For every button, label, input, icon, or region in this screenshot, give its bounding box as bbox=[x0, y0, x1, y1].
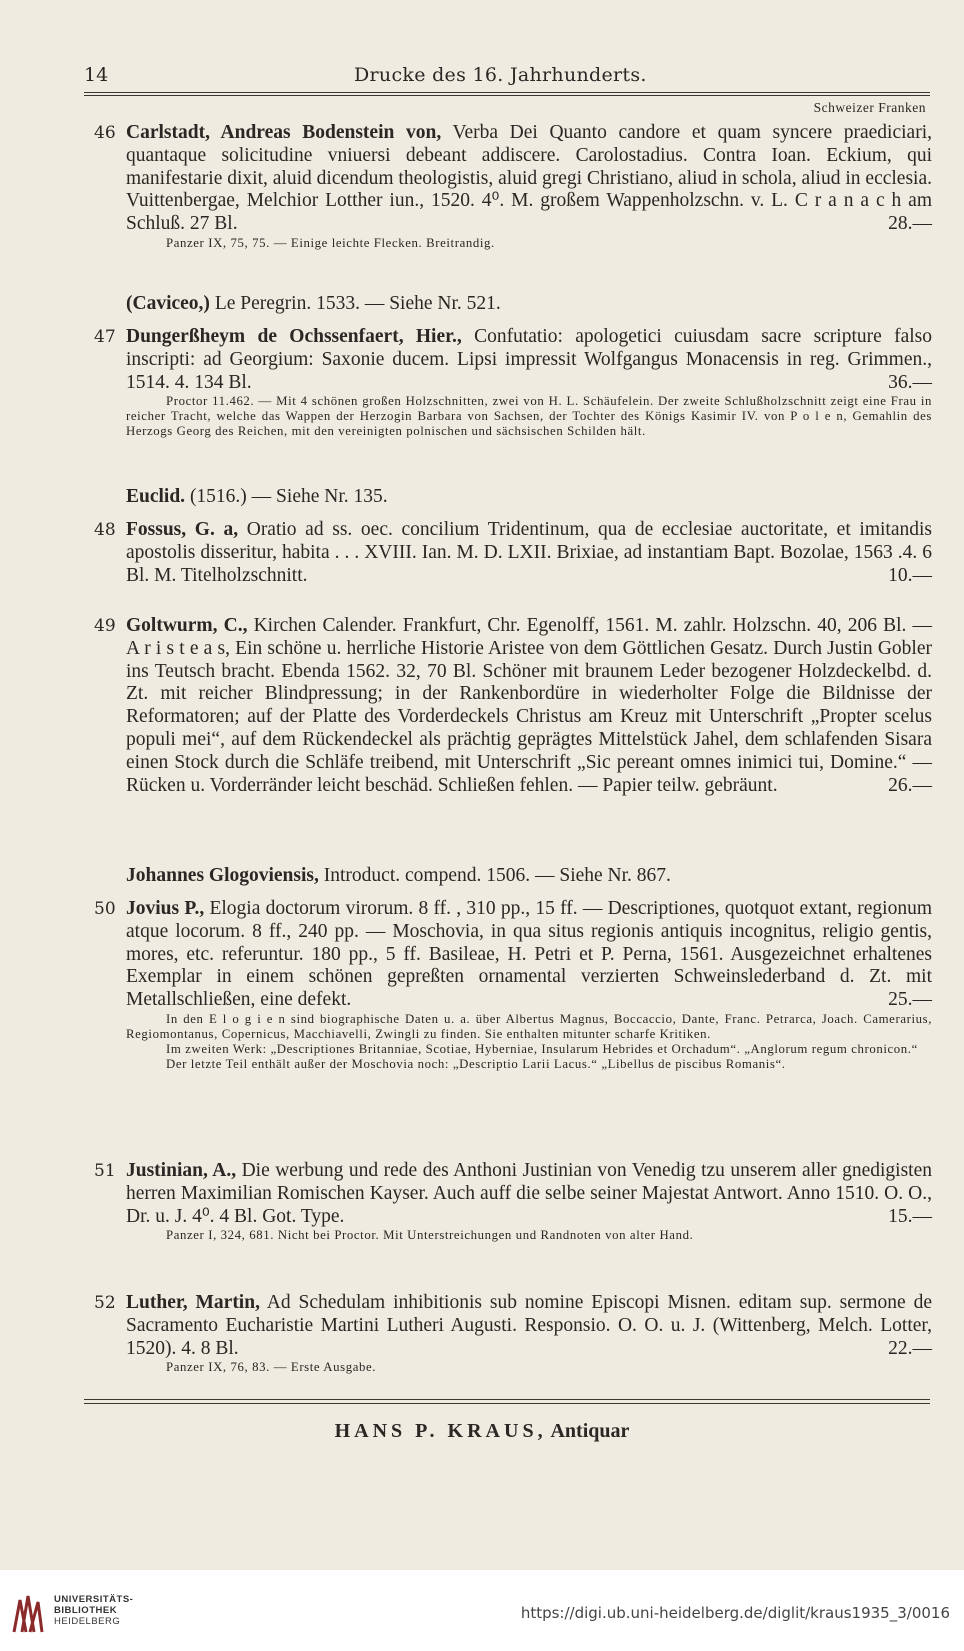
entry-number: 46 bbox=[94, 123, 116, 143]
catalog-entry bbox=[94, 122, 932, 251]
entry-note: In den E l o g i e n sind biographische Daten u. a. über Albertus Magnus, Boccaccio, Dante, Franc. Petrarca, Joach. Camerarius, Regiomontanus, Copernicus, Macchiavelli, Zwingli zu finden. Sie enthalten mitunter scharfe Kritiken. bbox=[126, 1011, 932, 1041]
catalog-entry bbox=[126, 486, 932, 509]
catalog-entry bbox=[94, 519, 932, 587]
entry-number: 49 bbox=[94, 616, 116, 636]
entry-author: Justinian, A., bbox=[126, 1160, 237, 1181]
viewer-footer bbox=[0, 1570, 964, 1651]
entry-author: Goltwurm, C., bbox=[126, 615, 248, 636]
entry-price: 36.— bbox=[888, 371, 932, 393]
entry-text: Le Peregrin. 1533. — Siehe Nr. 521. bbox=[209, 293, 501, 314]
entry-text: Elogia doctorum virorum. 8 ff. , 310 pp., 15 ff. — Descriptiones, quotquot extant, regionum atque locorum. 8 ff., 240 pp. — Moschovia, in qua situs regionis antiquis incognitus, religio gentis, mores, etc. referuntur. 180 pp., 5 ff. Basileae, H. Petri et P. Perna, 1561. Ausgezeichnet erhaltenes Exemplar in einem schönen gepreßten ornamental verzierten Schweinslederband d. Zt. mit Metallschließen, eine defekt. bbox=[126, 898, 932, 1011]
entry-text: Kirchen Calender. Frankfurt, Chr. Egenolff, 1561. M. zahlr. Holzschn. 40, 206 Bl. — A r i s t e a s, Ein schöne u. herrliche Historie Aristee von dem Göttlichen Gesatz. Durch Justin Gobler ins Teutsch bracht. Ebenda 1562. 32, 70 Bl. Schöner mit braunem Leder bezogener Holzdeckelbd. d. Zt. mit reicher Blindpressung; in der Rankenbordüre in wiederholter Folge die Bildnisse der Reformatoren; auf der Platte des Vorderdeckels Christus am Kreuz mit Unterschrift „Propter scelus populi mei“, auf dem Rückendeckel als prächtig geprägtes Mittelstück Jahel, dem schlafenden Sisara einen Stock durch die Schläfe treibend, mit Unterschrift „Sic pereant omnes inimici tui, Domine.“ — Rücken u. Vorderränder leicht beschäd. Schließen fehlen. — Papier teilw. gebräunt. bbox=[126, 615, 933, 796]
entry-price: 28.— bbox=[888, 213, 932, 235]
page-number: 14 bbox=[84, 64, 109, 86]
library-logo-icon bbox=[10, 1592, 46, 1636]
entry-author: Jovius P., bbox=[126, 898, 205, 919]
publisher-suffix: Antiquar bbox=[546, 1420, 630, 1442]
entry-note: Der letzte Teil enthält außer der Moschovia noch: „Descriptio Larii Lacus.“ „Libellus de piscibus Romanis“. bbox=[166, 1056, 786, 1071]
entry-price: 25.— bbox=[888, 989, 932, 1011]
entry-note: Proctor 11.462. — Mit 4 schönen großen Holzschnitten, zwei von H. L. Schäufelein. Der zweite Schlußholzschnitt zeigt eine Frau in reicher Tracht, welche das Wappen der Herzogin Barbara von Sachsen, der Tochter des Königs Kasimir IV. von P o l e n, Gemahlin des Herzogs Georg des Reichen, mit den vereinigten polnischen und sächsischen Schilden hält. bbox=[126, 394, 932, 439]
source-url-link[interactable]: https://digi.ub.uni-heidelberg.de/diglit/kraus1935_3/0016 bbox=[520, 1604, 950, 1622]
entry-text: Confutatio: apologetici cuiusdam sacre scripture falso inscripti: ad Georgium: Saxonie ducem. Lipsi impressit Wolfgangus Monacensis in reg. Grimmen., 1514. 4. 134 Bl. bbox=[126, 326, 933, 393]
entry-author: Dungerßheym de Ochssenfaert, Hier., bbox=[126, 326, 462, 347]
entry-author: Fossus, G. a, bbox=[126, 519, 239, 540]
entry-number: 47 bbox=[94, 327, 116, 347]
catalog-entry bbox=[126, 293, 932, 316]
entry-price: 26.— bbox=[888, 774, 932, 796]
publisher-name: HANS P. KRAUS, bbox=[334, 1420, 547, 1442]
page-title: Drucke des 16. Jahrhunderts. bbox=[354, 64, 647, 86]
catalog-entry bbox=[94, 326, 933, 439]
entry-author: Carlstadt, Andreas Bodenstein von, bbox=[126, 122, 442, 143]
entry-number: 48 bbox=[94, 520, 116, 540]
entry-text: Introduct. compend. 1506. — Siehe Nr. 867. bbox=[318, 865, 671, 886]
catalog-entry bbox=[94, 1160, 932, 1243]
footer-rule-2 bbox=[84, 1403, 930, 1404]
catalog-entry bbox=[94, 898, 932, 1072]
entry-note: Panzer IX, 76, 83. — Erste Ausgabe. bbox=[166, 1360, 377, 1375]
entry-number: 52 bbox=[94, 1293, 116, 1313]
entry-author: Euclid. bbox=[126, 486, 186, 507]
entry-author: Johannes Glogoviensis, bbox=[126, 865, 319, 886]
entry-price: 10.— bbox=[888, 564, 932, 586]
header-rule bbox=[84, 92, 930, 93]
entry-price: 15.— bbox=[888, 1205, 932, 1227]
entry-price: 22.— bbox=[888, 1337, 932, 1359]
catalog-entry bbox=[126, 865, 932, 888]
entry-author: Luther, Martin, bbox=[126, 1292, 260, 1313]
library-name: UNIVERSITÄTS- BIBLIOTHEK HEIDELBERG bbox=[54, 1594, 134, 1627]
header-rule-2 bbox=[84, 95, 930, 96]
entry-text: Ad Schedulam inhibitionis sub nomine Episcopi Misnen. editam sup. sermone de Sacramento Eucharistie Martini Lutheri Augusti. Responsio. O. O. u. J. (Wittenberg, Melch. Lotter, 1520). 4. 8 Bl. bbox=[126, 1292, 932, 1359]
entry-number: 51 bbox=[94, 1161, 116, 1181]
catalog-entry bbox=[94, 615, 933, 797]
catalog-entry bbox=[94, 1292, 932, 1375]
entry-number: 50 bbox=[94, 899, 116, 919]
entry-text: (1516.) — Siehe Nr. 135. bbox=[185, 486, 388, 507]
section-label: Schweizer Franken bbox=[813, 100, 926, 115]
entry-note: Panzer I, 324, 681. Nicht bei Proctor. Mit Unterstreichungen und Randnoten von alter Hand. bbox=[166, 1228, 694, 1243]
entry-text: Verba Dei Quanto candore et quam syncere praediciari, quantaque solicitudine vniuersi debeant addiscere. Carolostadius. Contra Ioan. Eckium, qui manifestarie dixit, aluid dicendum theologistis, aluid gregi Christiano, aliud in schola, aliud in ecclesia. Vuittenbergae, Melchior Lotther iun., 1520. 4⁰. M. großem Wappenholzschn. v. L. C r a n a c h am Schluß. 27 Bl. bbox=[126, 122, 932, 235]
publisher-imprint bbox=[0, 1420, 964, 1443]
page-header bbox=[84, 60, 914, 90]
entry-note: Im zweiten Werk: „Descriptiones Britanniae, Scotiae, Hyberniae, Insularum Hebrides et Orchadum“. „Anglorum regum chronicon.“ bbox=[166, 1041, 918, 1056]
footer-rule bbox=[84, 1399, 930, 1400]
entry-author: (Caviceo,) bbox=[126, 293, 210, 314]
entry-text: Oratio ad ss. oec. concilium Tridentinum, qua de ecclesiae auctoritate, et imitandis apostolis disseritur, habita . . . XVIII. Ian. M. D. LXII. Brixiae, ad instantiam Bapt. Bozolae, 1563 .4. 6 Bl. M. Titelholzschnitt. bbox=[126, 519, 932, 586]
entry-text: Die werbung und rede des Anthoni Justinian von Venedig tzu unserem aller gnedigisten herren Maximilian Romischen Kayser. Auch auff die selbe seiner Majestat Antwort. Anno 1510. O. O., Dr. u. J. 4⁰. 4 Bl. Got. Type. bbox=[126, 1160, 932, 1227]
entry-note: Panzer IX, 75, 75. — Einige leichte Flecken. Breitrandig. bbox=[166, 235, 495, 250]
